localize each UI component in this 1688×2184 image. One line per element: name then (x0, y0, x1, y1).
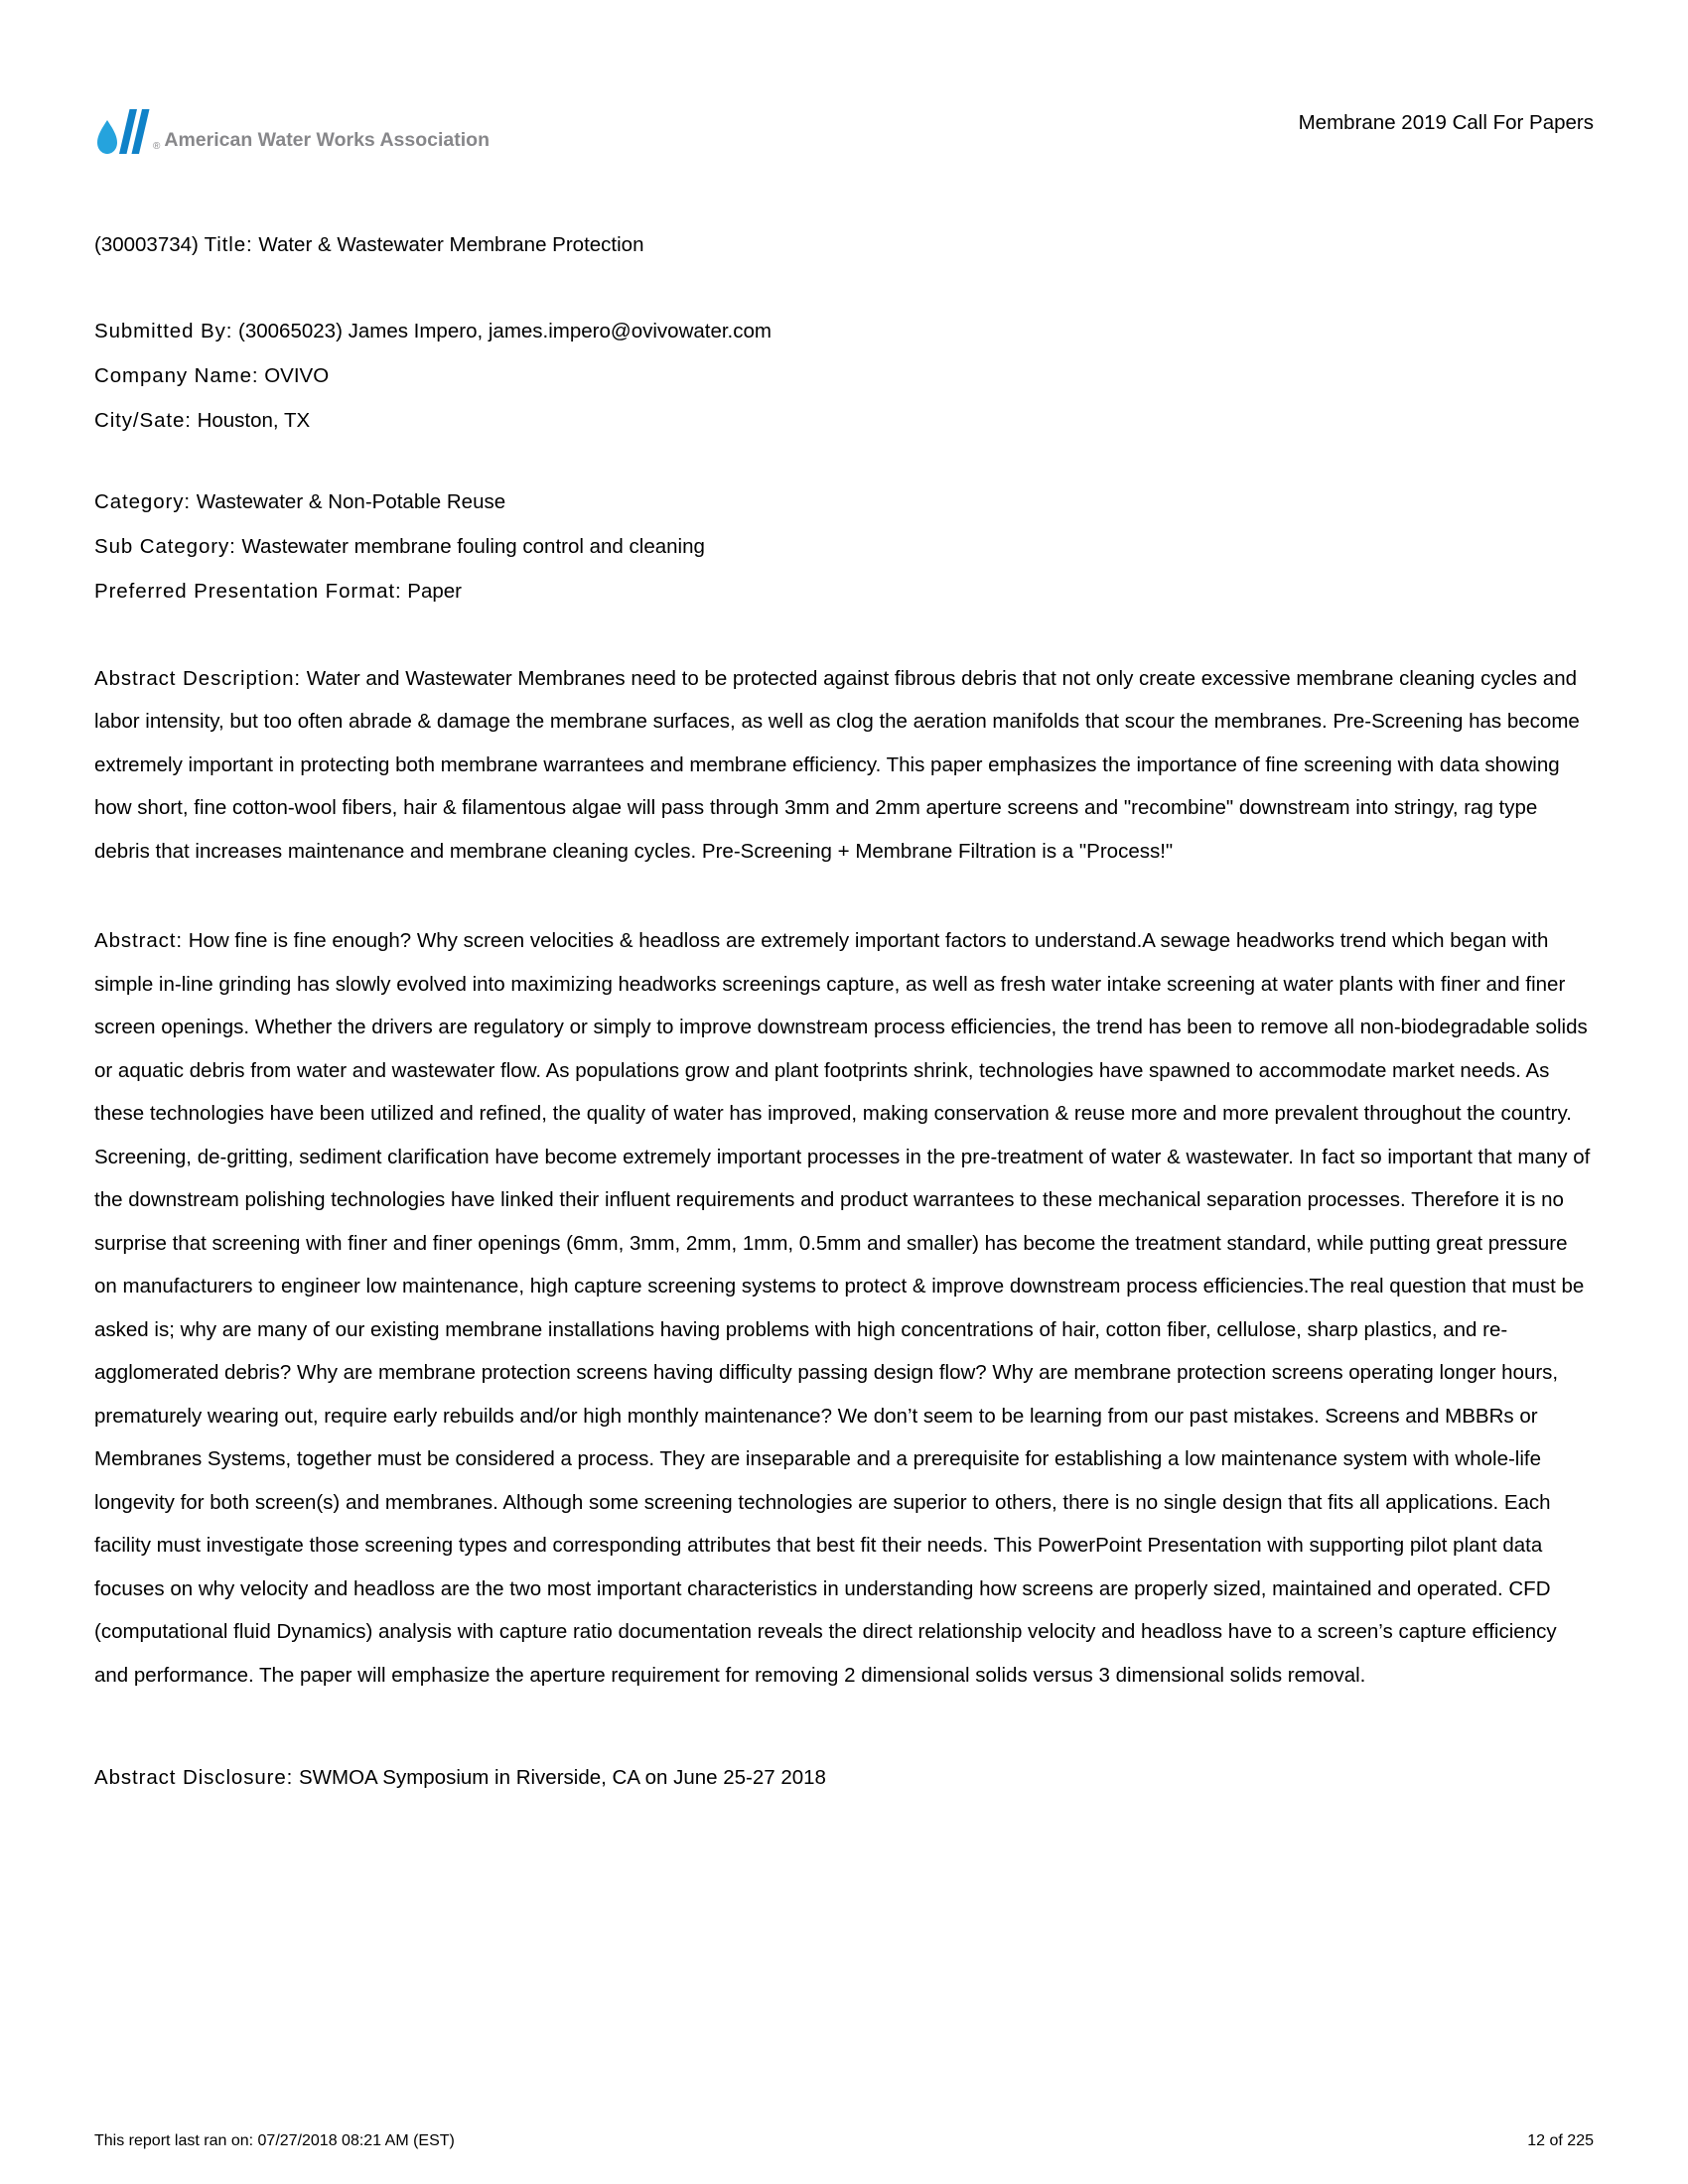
city-state-value: Houston, TX (197, 408, 311, 432)
submitter-info-block (94, 309, 1594, 443)
city-state-label: City/Sate: (94, 408, 192, 432)
category-info-block (94, 479, 1594, 614)
abstract-disclosure-value: SWMOA Symposium in Riverside, CA on June 25-27 2018 (298, 1766, 826, 1789)
company-name-label: Company Name: (94, 363, 259, 387)
abstract-paragraph (94, 919, 1594, 1697)
sub-category-label: Sub Category: (94, 534, 236, 558)
submitted-by-line (94, 309, 1594, 353)
submission-title-line (94, 223, 1594, 267)
company-name-line (94, 353, 1594, 398)
abstract-label: Abstract: (94, 929, 183, 952)
page-number: 12 of 225 (1527, 2132, 1594, 2149)
company-name-value: OVIVO (264, 363, 330, 387)
organization-name: American Water Works Association (164, 128, 490, 151)
title-value: Water & Wastewater Membrane Protection (258, 233, 644, 256)
category-line (94, 479, 1594, 524)
report-last-ran-text: This report last ran on: 07/27/2018 08:21 AM (EST) (94, 2132, 455, 2149)
category-value: Wastewater & Non-Potable Reuse (196, 489, 506, 513)
registered-trademark-symbol: ® (153, 141, 161, 152)
submitted-by-label: Submitted By: (94, 319, 233, 342)
city-state-line (94, 398, 1594, 443)
abstract-description-paragraph (94, 657, 1594, 874)
report-title: Membrane 2019 Call For Papers (1298, 111, 1594, 134)
page-footer (94, 2132, 1594, 2150)
submitted-by-value: (30065023) James Impero, james.impero@ovivowater.com (238, 319, 772, 342)
submission-id: (30003734) (94, 233, 199, 256)
preferred-format-label: Preferred Presentation Format: (94, 579, 402, 603)
category-label: Category: (94, 489, 191, 513)
abstract-description-label: Abstract Description: (94, 666, 302, 690)
page-header (94, 0, 1594, 159)
title-label: Title: (204, 233, 253, 256)
water-drop-icon (94, 105, 152, 159)
sub-category-value: Wastewater membrane fouling control and cleaning (241, 534, 705, 558)
abstract-description-text: Water and Wastewater Membranes need to be protected against fibrous debris that not only create excessive membrane cleaning cycles and labor intensity, but too often abrade & damage the membrane surfaces, as well as clog the aeration manifolds that scour the membranes. Pre-Screening has become extremely important in protecting both membrane warrantees and membrane efficiency. This paper emphasizes the importance of fine screening with data showing how short, fine cotton-wool fibers, hair & filamentous algae will pass through 3mm and 2mm aperture screens and "recombine" downstream into stringy, rag type debris that increases maintenance and membrane cleaning cycles. Pre-Screening + Membrane Filtration is a "Process!" (94, 666, 1580, 863)
preferred-format-value: Paper (407, 579, 462, 603)
abstract-disclosure-label: Abstract Disclosure: (94, 1766, 294, 1789)
preferred-format-line (94, 569, 1594, 614)
abstract-disclosure-line (94, 1756, 1594, 1800)
awwa-logo (94, 105, 490, 159)
sub-category-line (94, 524, 1594, 569)
abstract-text: How fine is fine enough? Why screen velocities & headloss are extremely important factors to understand.A sewage headworks trend which began with simple in-line grinding has slowly evolved into maximizing headworks screenings capture, as well as fresh water intake screening at water plants with finer and finer screen openings. Whether the drivers are regulatory or simply to improve downstream process efficiencies, the trend has been to remove all non-biodegradable solids or aquatic debris from water and wastewater flow. As populations grow and plant footprints shrink, technologies have spawned to accommodate market needs. As these technologies have been utilized and refined, the quality of water has improved, making conservation & reuse more and more prevalent throughout the country. Screening, de-gritting, sediment clarification have become extremely important processes in the pre-treatment of water & wastewater. In fact so important that many of the downstream polishing technologies have linked their influent requirements and product warrantees to these mechanical separation processes. Therefore it is no surprise that screening with finer and finer openings (6mm, 3mm, 2mm, 1mm, 0.5mm and smaller) has become the treatment standard, while putting great pressure on manufacturers to engineer low maintenance, high capture screening systems to protect & improve downstream process efficiencies.The real question that must be asked is; why are many of our existing membrane installations having problems with high concentrations of hair, cotton fiber, cellulose, sharp plastics, and re-agglomerated debris? Why are membrane protection screens having difficulty passing design flow? Why are membrane protection screens operating longer hours, prematurely wearing out, require early rebuilds and/or high monthly maintenance? We don’t seem to be learning from our past mistakes. Screens and MBBRs or Membranes Systems, together must be considered a process. They are inseparable and a prerequisite for establishing a low maintenance system with whole-life longevity for both screen(s) and membranes. Although some screening technologies are superior to others, there is no single design that fits all applications. Each facility must investigate those screening types and corresponding attributes that best fit their needs. This PowerPoint Presentation with supporting pilot plant data focuses on why velocity and headloss are the two most important characteristics in understanding how screens are properly sized, maintained and operated. CFD (computational fluid Dynamics) analysis with capture ratio documentation reveals the direct relationship velocity and headloss have to a screen’s capture efficiency and performance. The paper will emphasize the aperture requirement for removing 2 dimensional solids versus 3 dimensional solids removal. (94, 929, 1591, 1687)
